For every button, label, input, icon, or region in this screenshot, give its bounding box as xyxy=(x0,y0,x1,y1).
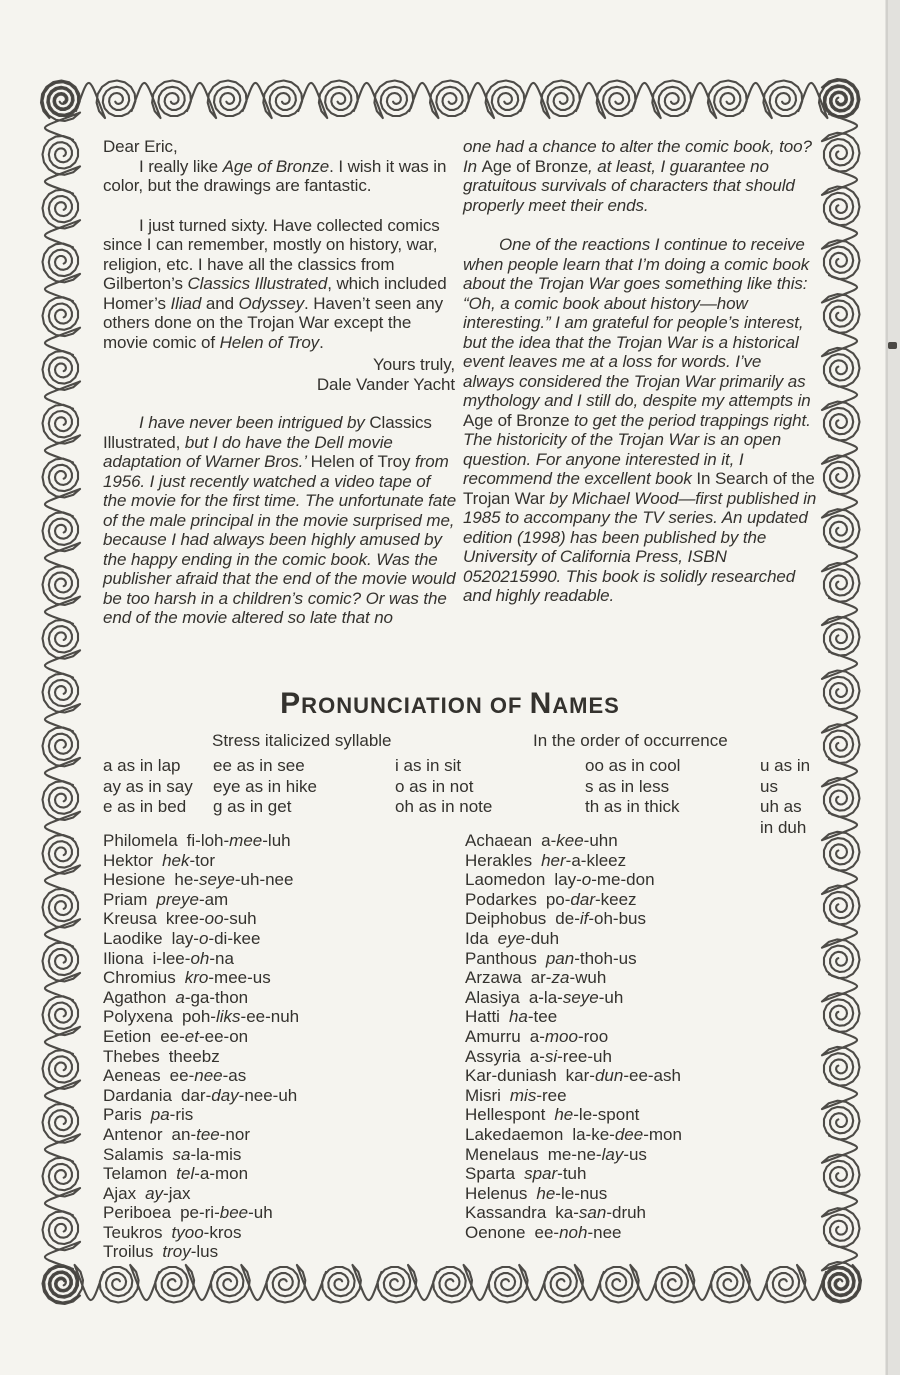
pron-key-item: eye as in hike xyxy=(213,776,317,796)
signoff-line: Dale Vander Yacht xyxy=(316,374,455,394)
pron-entry xyxy=(103,1047,463,1067)
pron-entry xyxy=(103,1223,463,1243)
pron-entry-phonetic: a-la-seye-uh xyxy=(528,987,624,1007)
pron-key-item: ee as in see xyxy=(213,756,305,775)
pron-key-column xyxy=(585,756,680,818)
pron-entry-name: Oenone xyxy=(465,1222,526,1242)
pron-entry-phonetic: fi-loh-mee-luh xyxy=(186,831,291,850)
pron-entry-phonetic: pan-thoh-us xyxy=(545,948,637,968)
pron-entry-phonetic: ay-jax xyxy=(145,1183,191,1203)
pron-entry-name: Eetion xyxy=(103,1026,152,1046)
pron-entry xyxy=(465,1086,825,1106)
pron-entry xyxy=(103,1007,463,1027)
pron-entry-name: Salamis xyxy=(103,1144,164,1164)
pron-entry-phonetic: me-ne-lay-us xyxy=(547,1144,647,1164)
pron-key-item: s as in less xyxy=(585,776,670,796)
pron-entry-phonetic: poh-liks-ee-nuh xyxy=(181,1007,300,1027)
pron-entry xyxy=(465,1066,825,1086)
letter-paragraph: I just turned sixty. Have collected comics since I can remember, mostly on history, war, religion, etc. I have all the classics from Gilberton’s Classics Illustrated, which included Homer’s Iliad and Odyssey. Haven’t seen any others done on the Trojan War except the movie comic of Helen of Troy. xyxy=(103,215,447,352)
pron-entry-phonetic: ka-san-druh xyxy=(555,1203,647,1223)
pron-entry-name: Podarkes xyxy=(465,889,537,909)
pronunciation-key xyxy=(103,756,813,837)
pron-entry-name: Agathon xyxy=(103,987,167,1007)
pron-entry-name: Lakedaemon xyxy=(465,1124,564,1144)
pron-key-item: e as in bed xyxy=(103,797,187,816)
pron-entry-phonetic: i-lee-oh-na xyxy=(152,948,234,968)
pron-entry-phonetic: ee-nee-as xyxy=(169,1066,247,1086)
pron-entry-name: Assyria xyxy=(465,1046,521,1066)
pron-entry-phonetic: ee-et-ee-on xyxy=(160,1026,249,1046)
pron-entry xyxy=(103,1125,463,1145)
pron-entry xyxy=(465,1125,825,1145)
pron-entry xyxy=(465,968,825,988)
pron-entry-phonetic: an-tee-nor xyxy=(171,1124,250,1144)
pron-key-column xyxy=(760,756,813,838)
letter-column-right xyxy=(463,137,817,606)
pron-entry xyxy=(103,909,463,929)
pron-entry xyxy=(465,851,825,871)
pron-entry-phonetic: her-a-kleez xyxy=(541,850,627,870)
pronunciation-list-left xyxy=(103,831,463,1262)
pron-entry-name: Antenor xyxy=(103,1124,163,1144)
pron-entry-name: Laodike xyxy=(103,928,163,948)
pron-key-item: g as in get xyxy=(213,797,292,816)
pron-entry xyxy=(465,890,825,910)
stress-note: Stress italicized syllable xyxy=(212,731,392,750)
pron-entry-phonetic: ar-za-wuh xyxy=(530,968,607,988)
pron-entry-phonetic: a-kee-uhn xyxy=(541,831,618,850)
pron-entry-phonetic: a-ga-thon xyxy=(175,987,249,1007)
pron-entry xyxy=(103,988,463,1008)
pron-entry-name: Kreusa xyxy=(103,909,157,929)
pron-entry-phonetic: tel-a-mon xyxy=(176,1164,249,1184)
pron-key-item: u as in us xyxy=(760,756,811,796)
pron-entry xyxy=(103,1203,463,1223)
pron-entry-name: Teukros xyxy=(103,1222,163,1242)
pron-entry-name: Arzawa xyxy=(465,968,522,988)
pron-entry-name: Telamon xyxy=(103,1164,168,1184)
pron-key-column xyxy=(103,756,193,818)
pron-entry xyxy=(103,1145,463,1165)
pron-entry xyxy=(103,1242,463,1262)
pron-entry-phonetic: pa-ris xyxy=(150,1105,194,1125)
pron-entry-phonetic: ha-tee xyxy=(508,1007,558,1027)
editor-reply xyxy=(103,413,457,628)
pron-key-item: uh as in duh xyxy=(760,797,807,837)
pron-key-item: i as in sit xyxy=(395,756,462,775)
pron-entry-phonetic: he-seye-uh-nee xyxy=(174,870,294,890)
pron-key-item: a as in lap xyxy=(103,756,181,775)
pron-entry xyxy=(103,1184,463,1204)
pron-key-column xyxy=(213,756,317,818)
pron-key-item: th as in thick xyxy=(585,797,680,816)
pron-entry-name: Paris xyxy=(103,1105,142,1125)
pron-entry xyxy=(465,949,825,969)
pron-entry-name: Polyxena xyxy=(103,1007,173,1027)
pron-entry xyxy=(465,870,825,890)
pron-entry xyxy=(465,929,825,949)
order-note: In the order of occurrence xyxy=(533,731,728,750)
pronunciation-list-right xyxy=(465,831,825,1242)
pron-entry-phonetic: a-moo-roo xyxy=(529,1026,609,1046)
pron-entry xyxy=(103,890,463,910)
pron-entry-phonetic: pe-ri-bee-uh xyxy=(180,1203,273,1223)
pron-entry-name: Hellespont xyxy=(465,1105,546,1125)
pron-entry xyxy=(465,1145,825,1165)
letter-paragraph: I really like Age of Bronze. I wish it was in color, but the drawings are fantastic. xyxy=(103,156,447,195)
pron-entry xyxy=(465,1047,825,1067)
pron-entry-name: Thebes xyxy=(103,1046,160,1066)
pron-entry-name: Aeneas xyxy=(103,1066,161,1086)
pron-entry xyxy=(103,1066,463,1086)
pron-entry-name: Herakles xyxy=(465,850,533,870)
pron-key-item: o as in not xyxy=(395,776,474,796)
pron-entry-phonetic: spar-tuh xyxy=(524,1164,587,1184)
pron-entry xyxy=(465,1184,825,1204)
pron-entry xyxy=(103,968,463,988)
pron-entry-name: Kar-duniash xyxy=(465,1066,557,1086)
pron-entry-phonetic: eye-duh xyxy=(497,928,560,948)
pron-entry-phonetic: de-if-oh-bus xyxy=(555,909,646,929)
pron-entry-name: Troilus xyxy=(103,1242,154,1262)
letter-column-left xyxy=(103,137,457,628)
letter-paragraph: one had a chance to alter the comic book, too? In Age of Bronze, at least, I guarantee no gratuitous survivals of characters that should properly meet their ends. xyxy=(463,137,812,215)
pron-entry xyxy=(103,929,463,949)
pron-entry-phonetic: dar-day-nee-uh xyxy=(181,1085,298,1105)
pron-entry-phonetic: lay-o-me-don xyxy=(554,870,655,890)
pron-entry xyxy=(465,909,825,929)
pron-entry xyxy=(103,851,463,871)
pron-entry-phonetic: ee-noh-nee xyxy=(534,1222,622,1242)
letter-paragraph: One of the reactions I continue to receive when people learn that I’m doing a comic book about the Trojan War goes something like this: “Oh, a comic book about history—how interesting.” I am grateful for people’s interest, but the idea that the Trojan War is a historical event leaves me at a loss for words. I’ve always considered the Trojan War primarily as mythology and I still do, despite my attempts in Age of Bronze to get the period trappings right. The historicity of the Trojan War is an open question. For anyone interested in it, I recommend the excellent book In Search of the Trojan War by Michael Wood—first published in 1985 to accompany the TV series. An updated edition (1998) has been published by the University of California Press, ISBN 0520215990. This book is solidly researched and highly readable. xyxy=(463,235,817,605)
pron-entry-phonetic: kree-oo-suh xyxy=(165,909,257,929)
pron-entry-phonetic: preye-am xyxy=(156,889,229,909)
pron-entry-phonetic: a-si-ree-uh xyxy=(529,1046,612,1066)
pron-entry-name: Menelaus xyxy=(465,1144,539,1164)
pron-entry-name: Dardania xyxy=(103,1085,172,1105)
pron-entry xyxy=(103,870,463,890)
pron-entry xyxy=(465,988,825,1008)
letter-signoff xyxy=(103,355,455,394)
pronunciation-title: PRONUNCIATION OF NAMES xyxy=(280,687,620,720)
pron-key-item: oo as in cool xyxy=(585,756,681,775)
pron-entry-name: Chromius xyxy=(103,968,176,988)
pron-entry-phonetic: sa-la-mis xyxy=(172,1144,242,1164)
pron-entry-phonetic: po-dar-keez xyxy=(545,889,637,909)
pron-entry xyxy=(465,1027,825,1047)
pron-entry-phonetic: theebz xyxy=(168,1046,220,1066)
pron-entry-name: Hatti xyxy=(465,1007,500,1027)
pron-entry xyxy=(465,1203,825,1223)
pron-entry-name: Amurru xyxy=(465,1026,521,1046)
pron-entry-name: Hektor xyxy=(103,850,154,870)
pron-entry-phonetic: lay-o-di-kee xyxy=(171,928,261,948)
pron-entry-phonetic: la-ke-dee-mon xyxy=(572,1124,682,1144)
pron-entry xyxy=(103,1086,463,1106)
pron-entry-name: Kassandra xyxy=(465,1203,547,1223)
pron-entry xyxy=(465,831,825,851)
pron-entry xyxy=(465,1223,825,1243)
pron-entry-phonetic: mis-ree xyxy=(509,1085,567,1105)
letter-body xyxy=(103,157,457,353)
pron-entry-phonetic: hek-tor xyxy=(162,850,215,870)
pron-entry-name: Helenus xyxy=(465,1183,528,1203)
pron-entry-phonetic: he-le-nus xyxy=(536,1183,608,1203)
pron-entry xyxy=(103,949,463,969)
letter-paragraph: I have never been intrigued by Classics Illustrated, but I do have the Dell movie adaptation of Warner Bros.’ Helen of Troy from 1956. I just recently watched a video tape of the movie for the first time. The unfortunate fate of the male principal in the movie surprised me, because I had always been highly amused by the happy ending in the comic book. Was the publisher afraid that the end of the movie would be too harsh in a children’s comic? Or was the end of the movie altered so late that no xyxy=(103,413,457,627)
pron-entry-name: Misri xyxy=(465,1085,501,1105)
scan-artifact-mark xyxy=(888,342,897,349)
pron-entry-name: Deiphobus xyxy=(465,909,547,929)
letter-salutation: Dear Eric, xyxy=(103,137,178,156)
pron-entry-name: Periboea xyxy=(103,1203,172,1223)
pron-entry-phonetic: he-le-spont xyxy=(554,1105,640,1125)
pron-entry-name: Hesione xyxy=(103,870,166,890)
pron-entry-name: Philomela xyxy=(103,831,178,850)
spiral-border-side xyxy=(41,81,858,119)
pron-entry-name: Ajax xyxy=(103,1183,137,1203)
pron-entry xyxy=(465,1105,825,1125)
pron-key-item: ay as in say xyxy=(103,776,193,796)
pron-entry-phonetic: tyoo-kros xyxy=(171,1222,242,1242)
spiral-border-side xyxy=(44,1265,861,1303)
pron-entry-phonetic: troy-lus xyxy=(162,1242,219,1262)
pron-entry-name: Achaean xyxy=(465,831,533,850)
pron-entry-name: Sparta xyxy=(465,1164,516,1184)
pron-entry-name: Panthous xyxy=(465,948,537,968)
pron-entry xyxy=(103,831,463,851)
pron-entry xyxy=(465,1164,825,1184)
pron-entry-name: Iliona xyxy=(103,948,144,968)
pron-entry xyxy=(103,1164,463,1184)
pron-key-column xyxy=(395,756,492,818)
pron-entry-name: Priam xyxy=(103,889,148,909)
pron-entry-phonetic: kro-mee-us xyxy=(184,968,271,988)
pron-entry xyxy=(465,1007,825,1027)
pron-entry-name: Laomedon xyxy=(465,870,546,890)
pron-entry-phonetic: kar-dun-ee-ash xyxy=(565,1066,681,1086)
pron-entry xyxy=(103,1105,463,1125)
signoff-line: Yours truly, xyxy=(373,355,455,374)
pron-entry-name: Ida xyxy=(465,928,489,948)
pron-key-item: oh as in note xyxy=(395,797,493,816)
pron-entry xyxy=(103,1027,463,1047)
pron-entry-name: Alasiya xyxy=(465,987,520,1007)
